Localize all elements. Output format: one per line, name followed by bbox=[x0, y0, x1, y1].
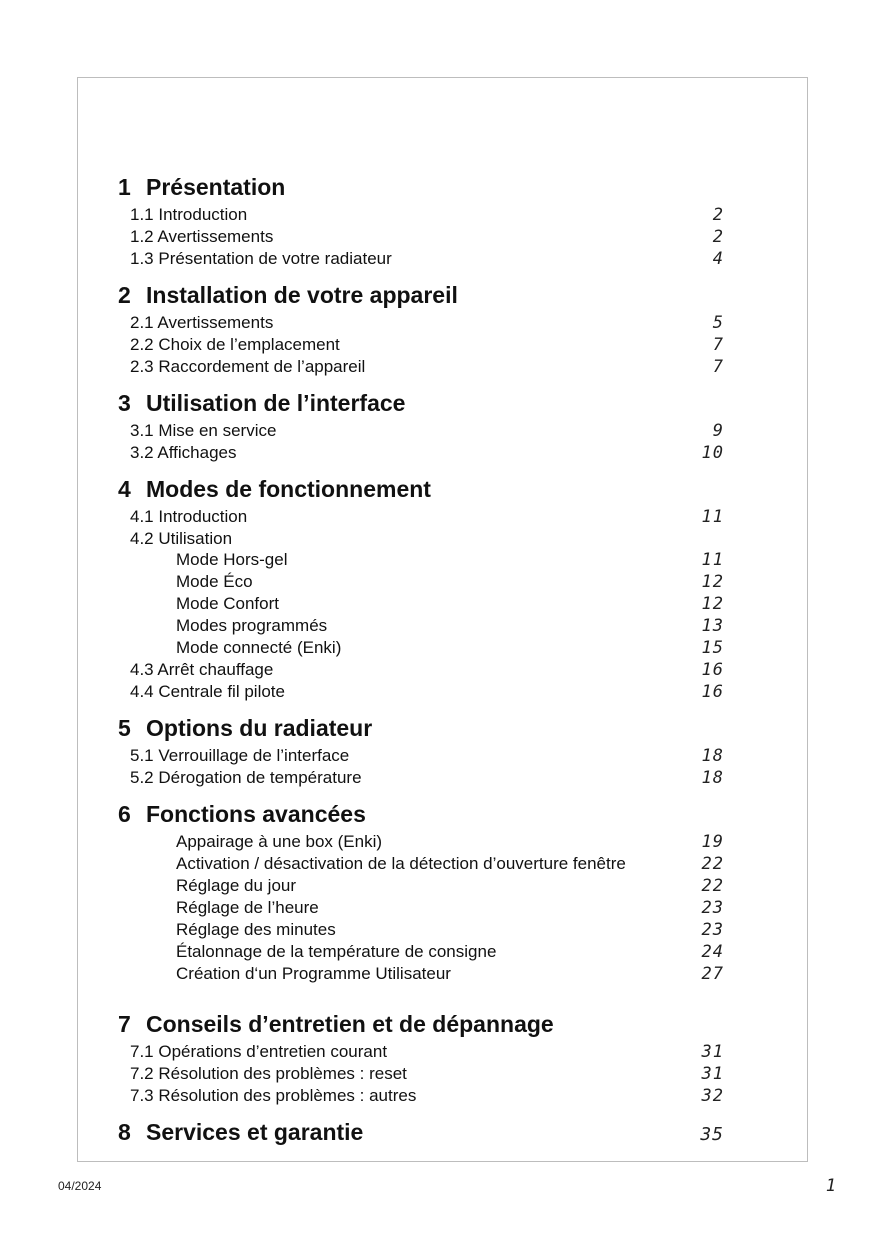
entry-page-number: 15 bbox=[701, 638, 724, 658]
toc-section-1 bbox=[118, 170, 724, 270]
section-number: 8 bbox=[118, 1119, 131, 1145]
footer-page-number: 1 bbox=[825, 1176, 836, 1196]
entry-page-number: 11 bbox=[701, 550, 724, 570]
entry-label: 4.4 Centrale fil pilote bbox=[130, 682, 285, 701]
toc-entry[interactable] bbox=[118, 1063, 724, 1085]
section-number: 4 bbox=[118, 476, 131, 502]
entry-label: Réglage des minutes bbox=[176, 920, 336, 939]
toc-entry[interactable] bbox=[118, 853, 724, 875]
toc-entry[interactable] bbox=[118, 659, 724, 681]
section-title: Options du radiateur bbox=[146, 715, 373, 741]
toc-entry[interactable] bbox=[118, 875, 724, 897]
toc-entry[interactable] bbox=[118, 571, 724, 593]
entry-page-number: 18 bbox=[701, 746, 724, 766]
toc-section-8 bbox=[118, 1115, 724, 1152]
toc-entry[interactable] bbox=[118, 506, 724, 528]
entry-page-number: 24 bbox=[701, 942, 724, 962]
toc-entry[interactable] bbox=[118, 442, 724, 464]
entry-label: Réglage de l’heure bbox=[176, 898, 319, 917]
entry-label: 3.1 Mise en service bbox=[130, 421, 277, 440]
section-heading[interactable] bbox=[118, 472, 724, 506]
toc-section-3 bbox=[118, 386, 724, 464]
entry-page-number: 22 bbox=[701, 854, 724, 874]
entry-page-number: 31 bbox=[701, 1064, 724, 1084]
entry-page-number: 10 bbox=[701, 443, 724, 463]
entry-label: Modes programmés bbox=[176, 616, 328, 635]
toc-entry[interactable] bbox=[118, 963, 724, 985]
section-number: 7 bbox=[118, 1011, 131, 1037]
entry-label: 3.2 Affichages bbox=[130, 443, 237, 462]
entry-page-number: 11 bbox=[701, 507, 724, 527]
section-heading[interactable] bbox=[118, 278, 724, 312]
entry-page-number: 7 bbox=[712, 335, 724, 355]
toc-section-5 bbox=[118, 711, 724, 789]
entry-label: 1.2 Avertissements bbox=[130, 227, 274, 246]
entry-label: Mode Éco bbox=[176, 572, 253, 591]
footer-date: 04/2024 bbox=[58, 1179, 102, 1193]
entry-label: Mode Confort bbox=[176, 594, 279, 613]
toc-entry[interactable] bbox=[118, 226, 724, 248]
toc-entry[interactable] bbox=[118, 312, 724, 334]
entry-page-number: 7 bbox=[712, 357, 724, 377]
toc-entry[interactable] bbox=[118, 334, 724, 356]
entry-page-number: 2 bbox=[712, 227, 724, 247]
section-number: 6 bbox=[118, 801, 131, 827]
section-title: Fonctions avancées bbox=[146, 801, 366, 827]
entry-page-number: 32 bbox=[701, 1086, 724, 1106]
entry-label: 7.3 Résolution des problèmes : autres bbox=[130, 1086, 417, 1105]
section-number: 2 bbox=[118, 282, 131, 308]
toc-entry[interactable] bbox=[118, 745, 724, 767]
entry-label: 2.3 Raccordement de l’appareil bbox=[130, 357, 366, 376]
section-title: Modes de fonctionnement bbox=[146, 476, 431, 502]
section-heading[interactable] bbox=[118, 711, 724, 745]
entry-label: Appairage à une box (Enki) bbox=[176, 832, 383, 851]
toc-entry[interactable] bbox=[118, 681, 724, 703]
entry-page-number: 18 bbox=[701, 768, 724, 788]
entry-page-number: 23 bbox=[701, 898, 724, 918]
entry-page-number: 4 bbox=[712, 249, 724, 269]
entry-page-number: 13 bbox=[701, 616, 724, 636]
entry-label: Étalonnage de la température de consigne bbox=[176, 942, 497, 961]
toc-entry[interactable] bbox=[118, 897, 724, 919]
section-number: 1 bbox=[118, 174, 131, 200]
toc-entry[interactable] bbox=[118, 549, 724, 571]
toc-entry[interactable] bbox=[118, 919, 724, 941]
entry-page-number: 5 bbox=[712, 313, 724, 333]
section-title: Conseils d’entretien et de dépannage bbox=[146, 1011, 554, 1037]
toc-entry[interactable] bbox=[118, 1085, 724, 1107]
entry-page-number: 22 bbox=[701, 876, 724, 896]
toc-entry[interactable] bbox=[118, 941, 724, 963]
section-heading[interactable] bbox=[118, 1115, 724, 1152]
entry-label: Mode connecté (Enki) bbox=[176, 638, 342, 657]
entry-page-number: 31 bbox=[701, 1042, 724, 1062]
entry-page-number: 23 bbox=[701, 920, 724, 940]
entry-page-number: 27 bbox=[701, 964, 724, 984]
entry-label: 2.1 Avertissements bbox=[130, 313, 274, 332]
entry-page-number: 9 bbox=[712, 421, 724, 441]
toc-section-4 bbox=[118, 472, 724, 703]
entry-label: 1.1 Introduction bbox=[130, 205, 248, 224]
toc-entry[interactable] bbox=[118, 528, 724, 549]
entry-label: Activation / désactivation de la détection d’ouverture fenêtre bbox=[176, 854, 626, 873]
toc-entry[interactable] bbox=[118, 767, 724, 789]
toc-entry[interactable] bbox=[118, 637, 724, 659]
entry-page-number: 12 bbox=[701, 594, 724, 614]
toc-entry[interactable] bbox=[118, 1041, 724, 1063]
entry-label: 4.3 Arrêt chauffage bbox=[130, 660, 274, 679]
section-heading[interactable] bbox=[118, 386, 724, 420]
toc-section-6 bbox=[118, 797, 724, 985]
entry-page-number: 12 bbox=[701, 572, 724, 592]
entry-label: Mode Hors-gel bbox=[176, 550, 288, 569]
entry-page-number: 16 bbox=[701, 682, 724, 702]
entry-label: Réglage du jour bbox=[176, 876, 297, 895]
entry-label: 1.3 Présentation de votre radiateur bbox=[130, 249, 392, 268]
entry-page-number: 16 bbox=[701, 660, 724, 680]
section-title: Installation de votre appareil bbox=[146, 282, 458, 308]
section-heading[interactable] bbox=[118, 1007, 724, 1041]
toc-entry[interactable] bbox=[118, 248, 724, 270]
entry-label: 7.1 Opérations d’entretien courant bbox=[130, 1042, 388, 1061]
toc-entry[interactable] bbox=[118, 420, 724, 442]
section-heading[interactable] bbox=[118, 170, 724, 204]
section-number: 3 bbox=[118, 390, 131, 416]
entry-label: 4.1 Introduction bbox=[130, 507, 248, 526]
toc-entry[interactable] bbox=[118, 356, 724, 378]
section-title: Présentation bbox=[146, 174, 286, 200]
entry-label: Création d‘un Programme Utilisateur bbox=[176, 964, 451, 983]
section-title: Utilisation de l’interface bbox=[146, 390, 406, 416]
table-of-contents bbox=[118, 170, 724, 1160]
toc-entry[interactable] bbox=[118, 204, 724, 226]
toc-entry[interactable] bbox=[118, 831, 724, 853]
toc-entry[interactable] bbox=[118, 615, 724, 637]
entry-page-number: 19 bbox=[701, 832, 724, 852]
entry-label: 5.2 Dérogation de température bbox=[130, 768, 362, 787]
section-title: Services et garantie bbox=[146, 1119, 364, 1145]
entry-label: 4.2 Utilisation bbox=[130, 529, 233, 548]
toc-section-2 bbox=[118, 278, 724, 378]
entry-page-number: 2 bbox=[712, 205, 724, 225]
entry-label: 5.1 Verrouillage de l’interface bbox=[130, 746, 350, 765]
section-heading[interactable] bbox=[118, 797, 724, 831]
entry-label: 7.2 Résolution des problèmes : reset bbox=[130, 1064, 407, 1083]
section-page-number: 35 bbox=[700, 1124, 724, 1145]
toc-section-7 bbox=[118, 1007, 724, 1107]
entry-label: 2.2 Choix de l’emplacement bbox=[130, 335, 340, 354]
toc-entry[interactable] bbox=[118, 593, 724, 615]
section-number: 5 bbox=[118, 715, 131, 741]
